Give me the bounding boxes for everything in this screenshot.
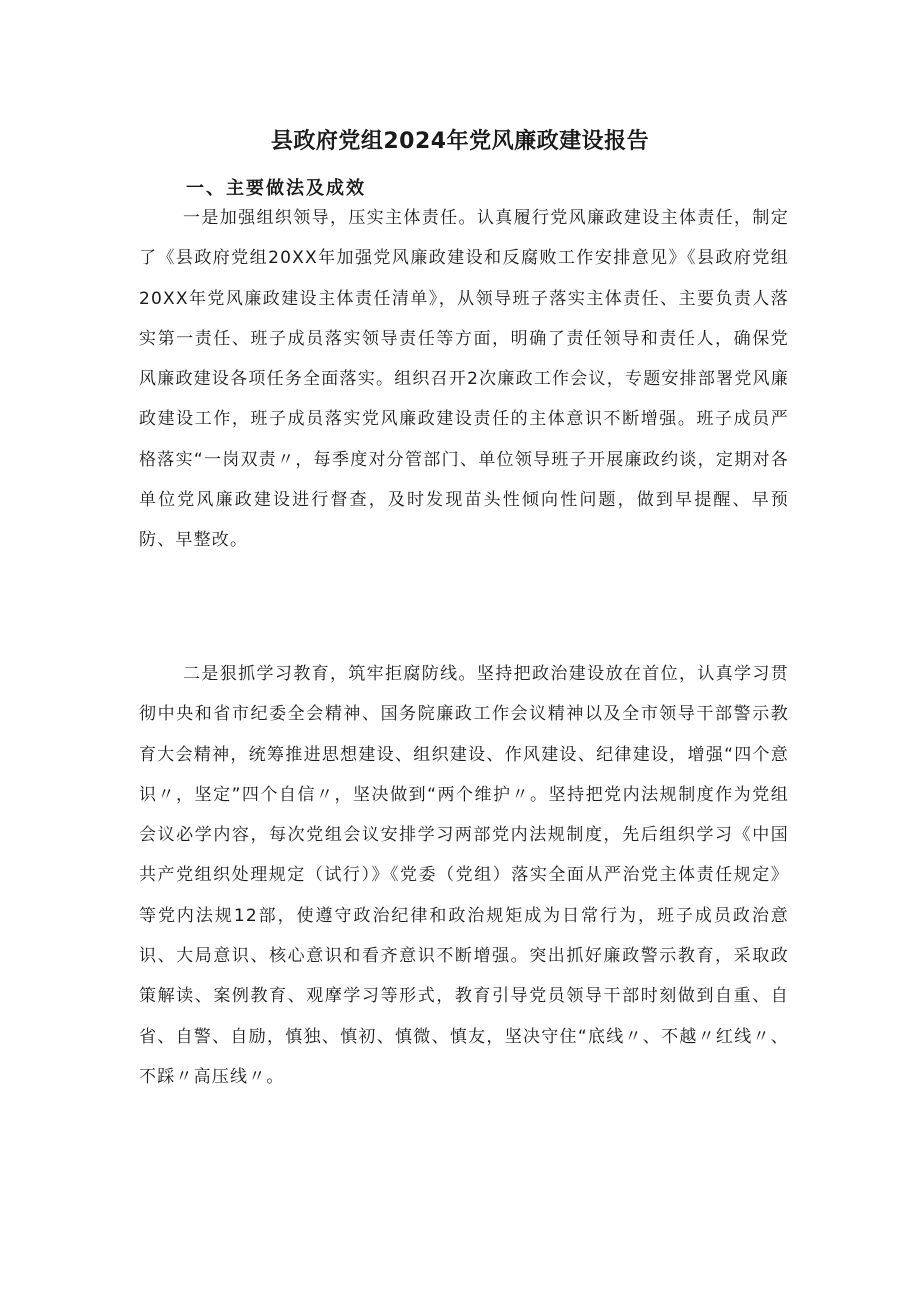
paragraph-study-education: 二是狠抓学习教育，筑牢拒腐防线。坚持把政治建设放在首位，认真学习贯彻中央和省市纪委全会精神、国务院廉政工作会议精神以及全市领导干部警示教育大会精神，统筹推进思想建设、组织建设、作风建设、纪律建设，增强“四个意识〃，坚定”四个自信〃，坚决做到“两个维护〃。坚持把党内法规制度作为党组会议必学内容，每次党组会议安排学习两部党内法规制度，先后组织学习《中国共产党组织处理规定（试行）》《党委（党组）落实全面从严治党主体责任规定》等党内法规12部，使遵守政治纪律和政治规矩成为日常行为，班子成员政治意识、大局意识、核心意识和看齐意识不断增强。突出抓好廉政警示教育，采取政策解读、案例教育、观摩学习等形式，教育引导党员领导干部时刻做到自重、自省、自警、自励，慎独、慎初、慎微、慎友，坚决守住“底线〃、不越〃红线〃、不踩〃高压线〃。 xyxy=(139,664,789,1087)
section-heading: 一、主要做法及成效 xyxy=(186,178,366,199)
paragraph-organization-leadership: 一是加强组织领导，压实主体责任。认真履行党风廉政建设主体责任，制定了《县政府党组20XX年加强党风廉政建设和反腐败工作安排意见》《县政府党组20XX年党风廉政建设主体责任清单》，从领导班子落实主体责任、主要负责人落实第一责任、班子成员落实领导责任等方面，明确了责任领导和责任人，确保党风廉政建设各项任务全面落实。组织召开2次廉政工作会议，专题安排部署党风廉政建设工作，班子成员落实党风廉政建设责任的主体意识不断增强。班子成员严格落实“一岗双责〃，每季度对分管部门、单位领导班子开展廉政约谈，定期对各单位党风廉政建设进行督查，及时发现苗头性倾向性问题，做到早提醒、早预防、早整改。 xyxy=(139,208,789,551)
document-title: 县政府党组2024年党风廉政建设报告 xyxy=(270,129,650,154)
